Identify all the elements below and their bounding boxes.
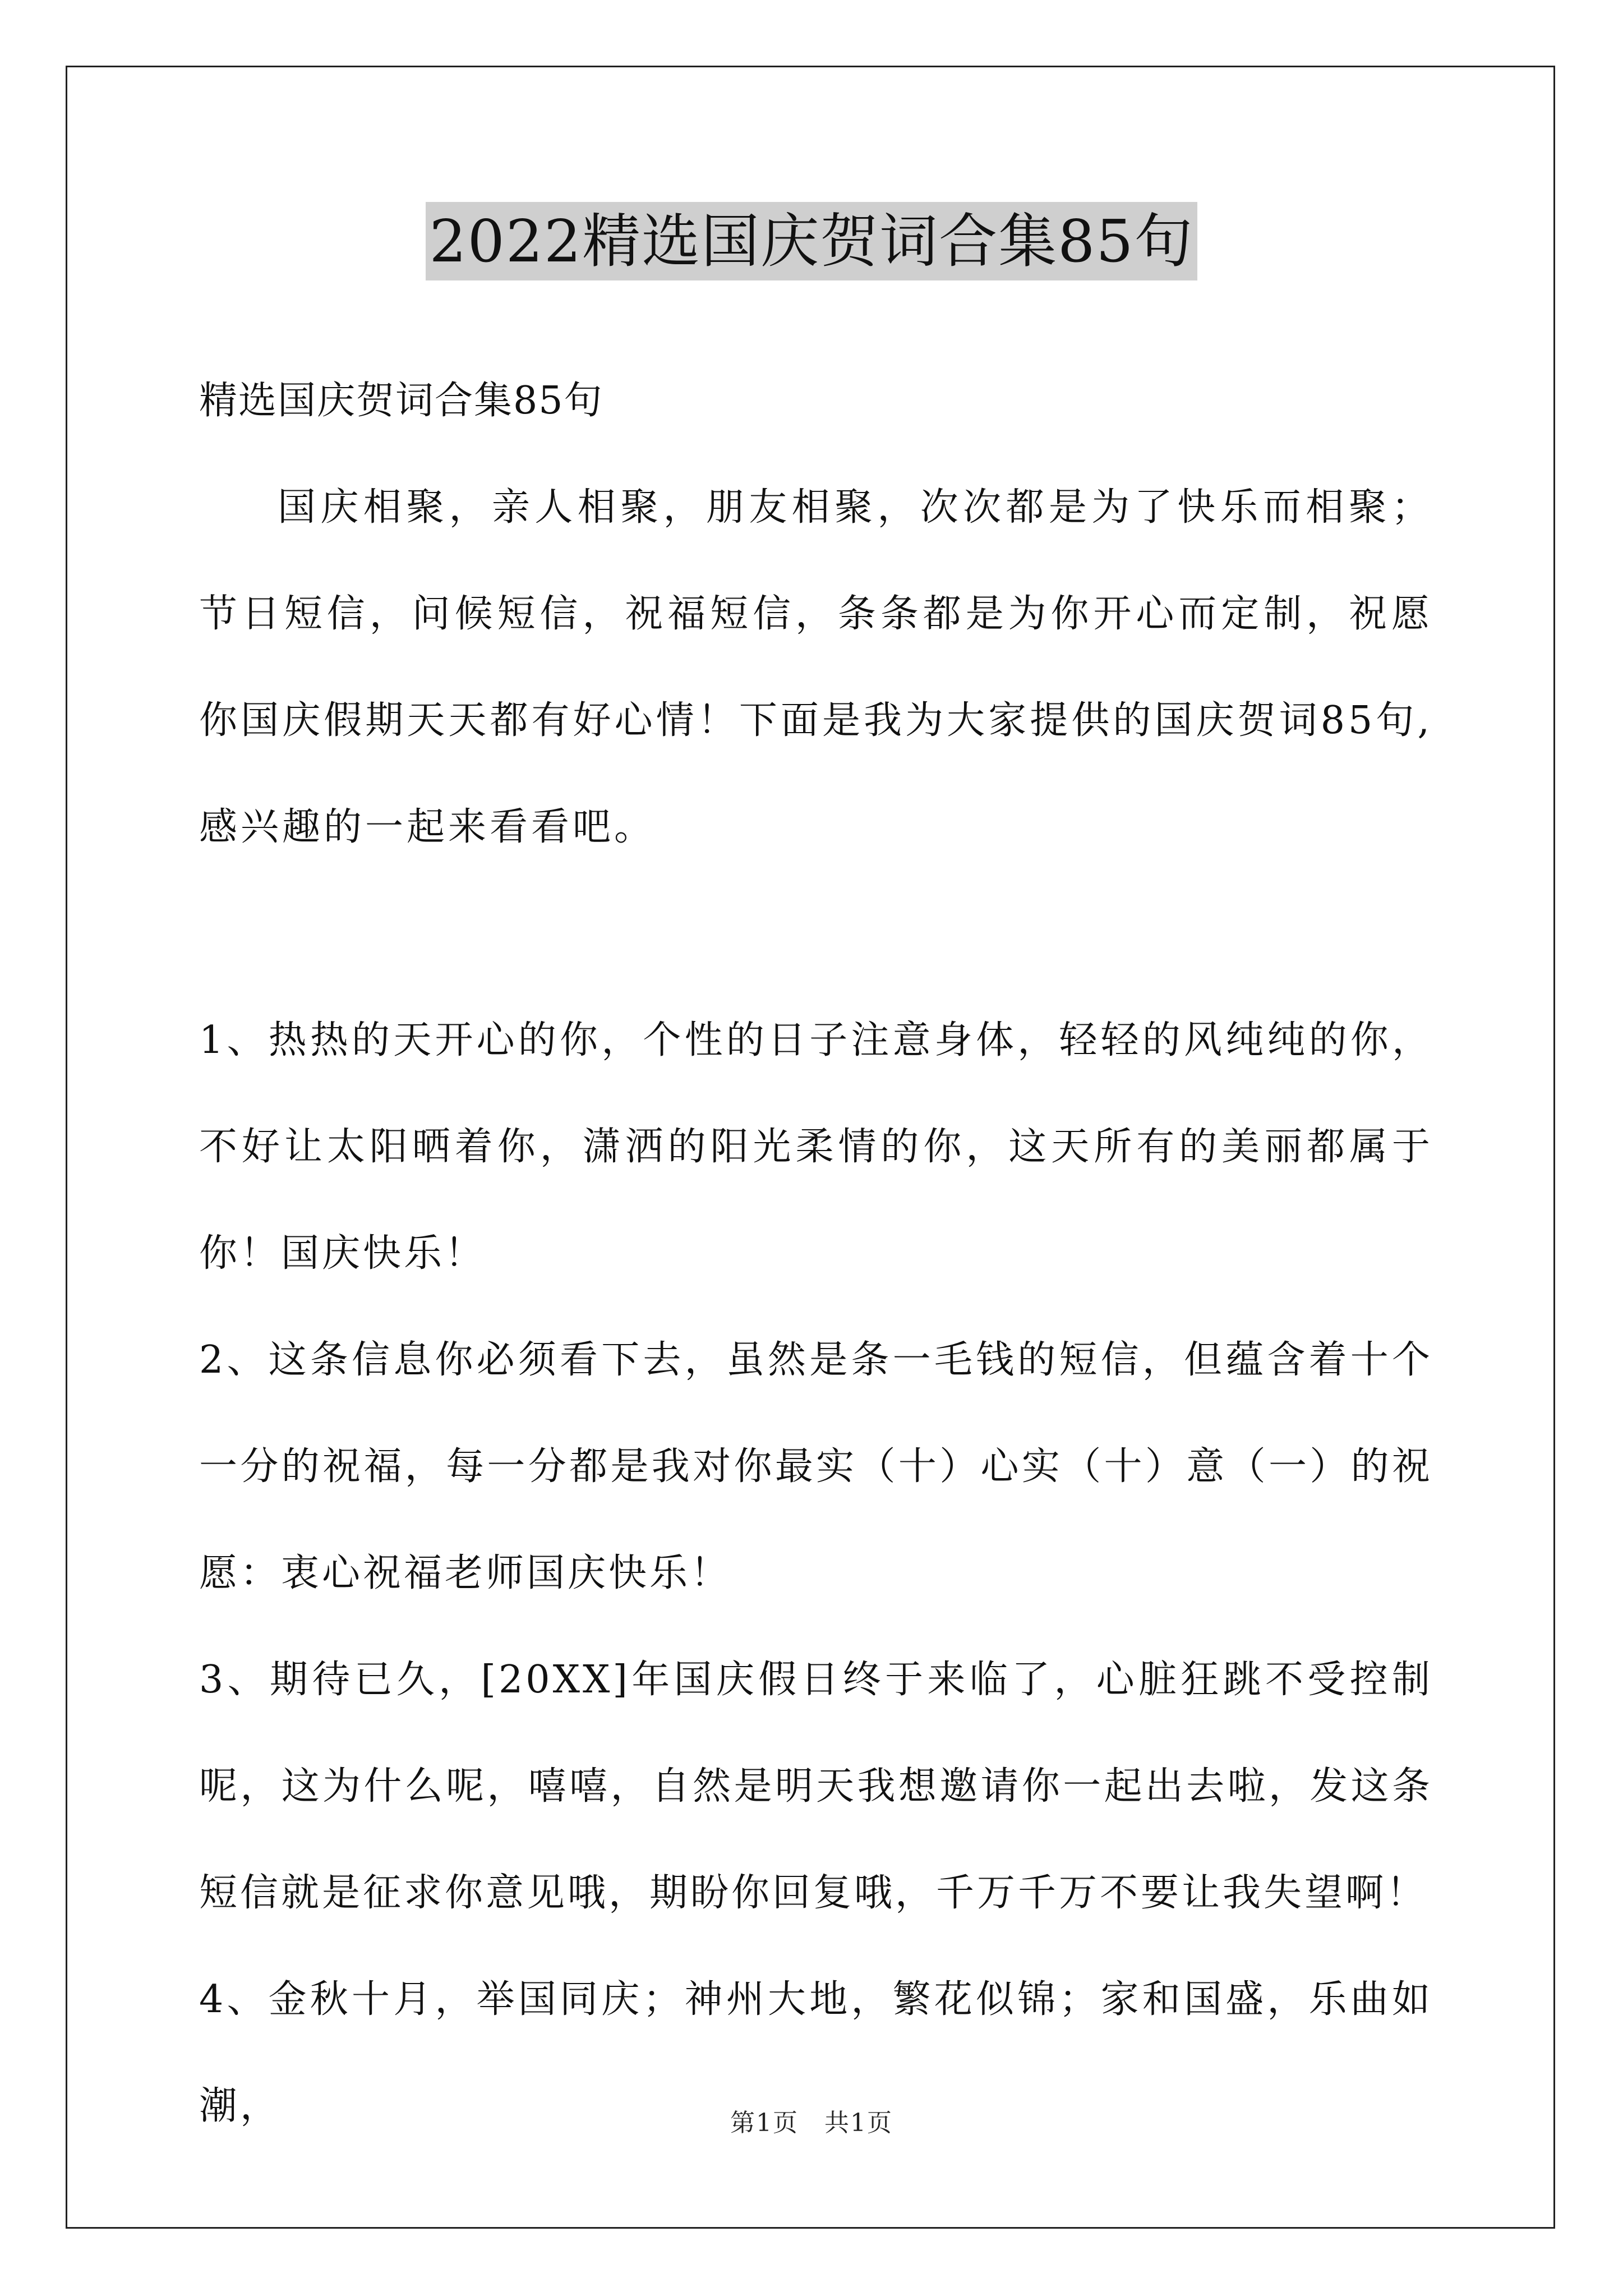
document-subtitle: 精选国庆贺词合集85句 [199, 379, 603, 423]
intro-paragraph: 国庆相聚，亲人相聚，朋友相聚，次次都是为了快乐而相聚；节日短信，问候短信，祝福短信，条条都是为你开心而定制，祝愿你国庆假期天天都有好心情！下面是我为大家提供的国庆贺词85句,感兴趣的一起来看看吧。 [199, 485, 1433, 849]
document-body [199, 348, 1433, 2160]
page-footer: 第1页 共1页 [730, 2109, 893, 2137]
list-item: 4、金秋十月，举国同庆；神州大地，繁花似锦；家和国盛，乐曲如潮， [199, 1977, 1433, 2128]
list-item: 3、期待已久，[20XX]年国庆假日终于来临了，心脏狂跳不受控制呢，这为什么呢，嘻嘻，自然是明天我想邀请你一起出去啦，发这条短信就是征求你意见哦，期盼你回复哦，千万千万不要让我失望啊！ [199, 1658, 1433, 1915]
paragraph-spacer [199, 881, 1433, 987]
list-item: 1、热热的天开心的你，个性的日子注意身体，轻轻的风纯纯的你，不好让太阳晒着你，潇洒的阳光柔情的你，这天所有的美丽都属于你！国庆快乐！ [199, 1018, 1433, 1276]
list-item: 2、这条信息你必须看下去，虽然是条一毛钱的短信，但蕴含着十个一分的祝福，每一分都是我对你最实（十）心实（十）意（一）的祝愿：衷心祝福老师国庆快乐！ [199, 1338, 1433, 1595]
title-container [0, 202, 1623, 280]
document-title: 2022精选国庆贺词合集85句 [426, 202, 1197, 280]
